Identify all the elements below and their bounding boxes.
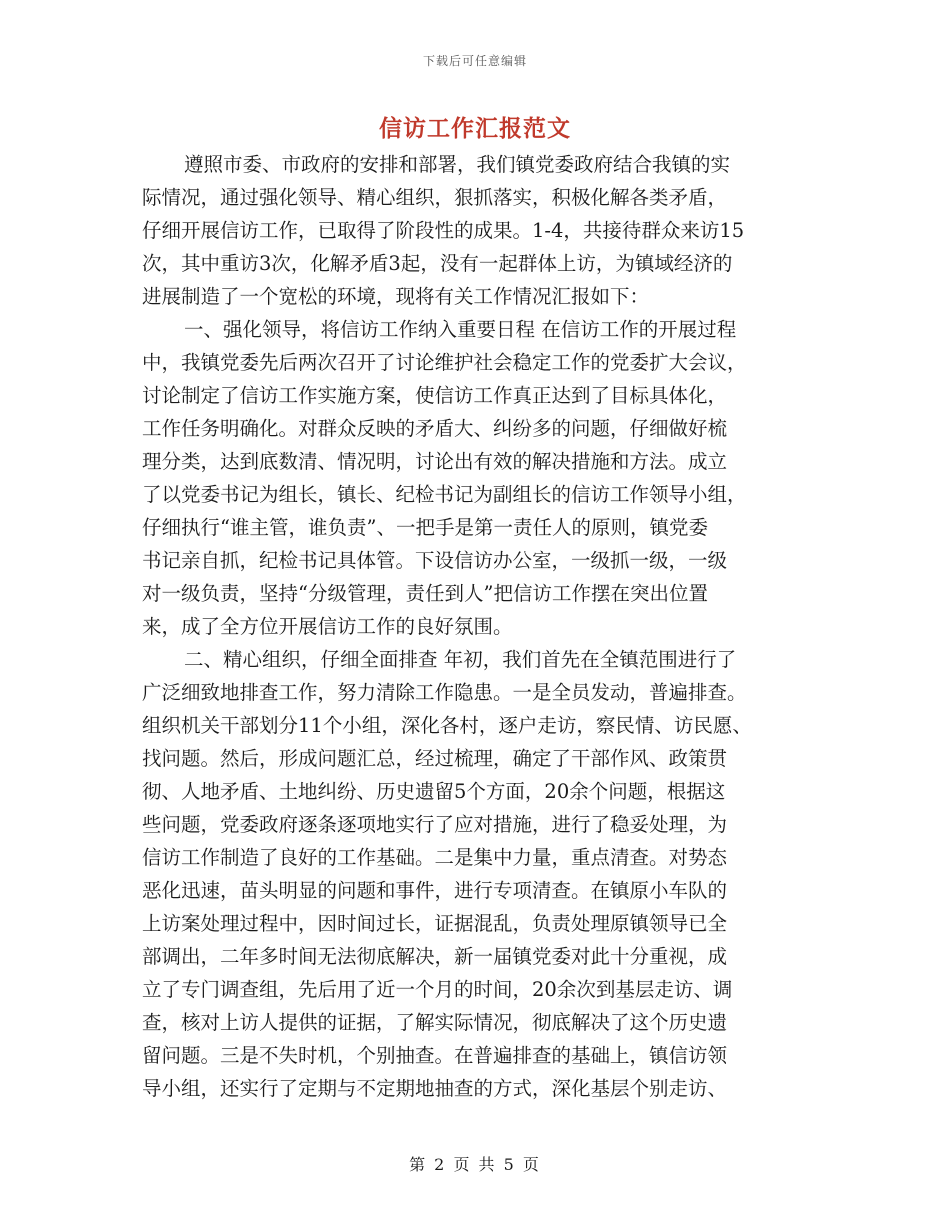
body-line: 讨论制定了信访工作实施方案，使信访工作真正达到了目标具体化， <box>142 384 728 407</box>
body-line: 工作任务明确化。对群众反映的矛盾大、纠纷多的问题，仔细做好梳 <box>142 417 728 440</box>
body-line: 二、精心组织，仔细全面排查 年初，我们首先在全镇范围进行了 <box>184 648 737 671</box>
page-number-footer: 第 2 页 共 5 页 <box>409 1155 541 1174</box>
body-line: 遵照市委、市政府的安排和部署，我们镇党委政府结合我镇的实 <box>184 153 731 176</box>
body-line: 来，成了全方位开展信访工作的良好氛围。 <box>142 615 513 638</box>
body-line: 上访案处理过程中，因时间过长，证据混乱，负责处理原镇领导已全 <box>142 912 728 935</box>
body-line: 仔细执行“谁主管，谁负责”、一把手是第一责任人的原则，镇党委 <box>142 516 708 539</box>
body-line: 了以党委书记为组长，镇长、纪检书记为副组长的信访工作领导小组， <box>142 483 747 506</box>
body-line: 留问题。三是不失时机，个别抽查。在普遍排查的基础上，镇信访领 <box>142 1044 728 1067</box>
document-title: 信访工作汇报范文 <box>379 115 571 142</box>
body-line: 找问题。然后，形成问题汇总，经过梳理，确定了干部作风、政策贯 <box>142 747 728 770</box>
body-line: 中，我镇党委先后两次召开了讨论维护社会稳定工作的党委扩大会议， <box>142 351 747 374</box>
body-line: 查，核对上访人提供的证据，了解实际情况，彻底解决了这个历史遗 <box>142 1011 728 1034</box>
body-line: 一、强化领导，将信访工作纳入重要日程 在信访工作的开展过程 <box>184 318 737 341</box>
body-line: 组织机关干部划分11个小组，深化各村，逐户走访，察民情、访民愿、 <box>142 714 752 737</box>
body-line: 立了专门调查组，先后用了近一个月的时间，20余次到基层走访、调 <box>142 978 733 1001</box>
body-line: 对一级负责，坚持“分级管理，责任到人”把信访工作摆在突出位置 <box>142 582 708 605</box>
header-note: 下载后可任意编辑 <box>422 54 527 68</box>
body-line: 书记亲自抓，纪检书记具体管。下设信访办公室，一级抓一级，一级 <box>142 549 728 572</box>
body-line: 仔细开展信访工作，已取得了阶段性的成果。1-4，共接待群众来访15 <box>142 219 745 242</box>
body-line: 些问题，党委政府逐条逐项地实行了应对措施，进行了稳妥处理，为 <box>142 813 728 836</box>
body-line: 际情况，通过强化领导、精心组织，狠抓落实，积极化解各类矛盾， <box>142 186 728 209</box>
body-line: 部调出，二年多时间无法彻底解决，新一届镇党委对此十分重视，成 <box>142 945 728 968</box>
body-line: 理分类，达到底数清、情况明，讨论出有效的解决措施和方法。成立 <box>142 450 728 473</box>
body-line: 广泛细致地排查工作，努力清除工作隐患。一是全员发动，普遍排查。 <box>142 681 747 704</box>
body-line: 恶化迅速，苗头明显的问题和事件，进行专项清查。在镇原小车队的 <box>142 879 728 902</box>
document-body <box>142 148 814 1105</box>
body-line: 进展制造了一个宽松的环境，现将有关工作情况汇报如下： <box>142 285 650 308</box>
body-line: 信访工作制造了良好的工作基础。二是集中力量，重点清查。对势态 <box>142 846 728 869</box>
body-line: 次，其中重访3次，化解矛盾3起，没有一起群体上访，为镇域经济的 <box>142 252 733 275</box>
body-line: 导小组，还实行了定期与不定期地抽查的方式，深化基层个别走访、 <box>142 1077 728 1100</box>
body-line: 彻、人地矛盾、土地纠纷、历史遗留5个方面，20余个问题，根据这 <box>142 780 726 803</box>
